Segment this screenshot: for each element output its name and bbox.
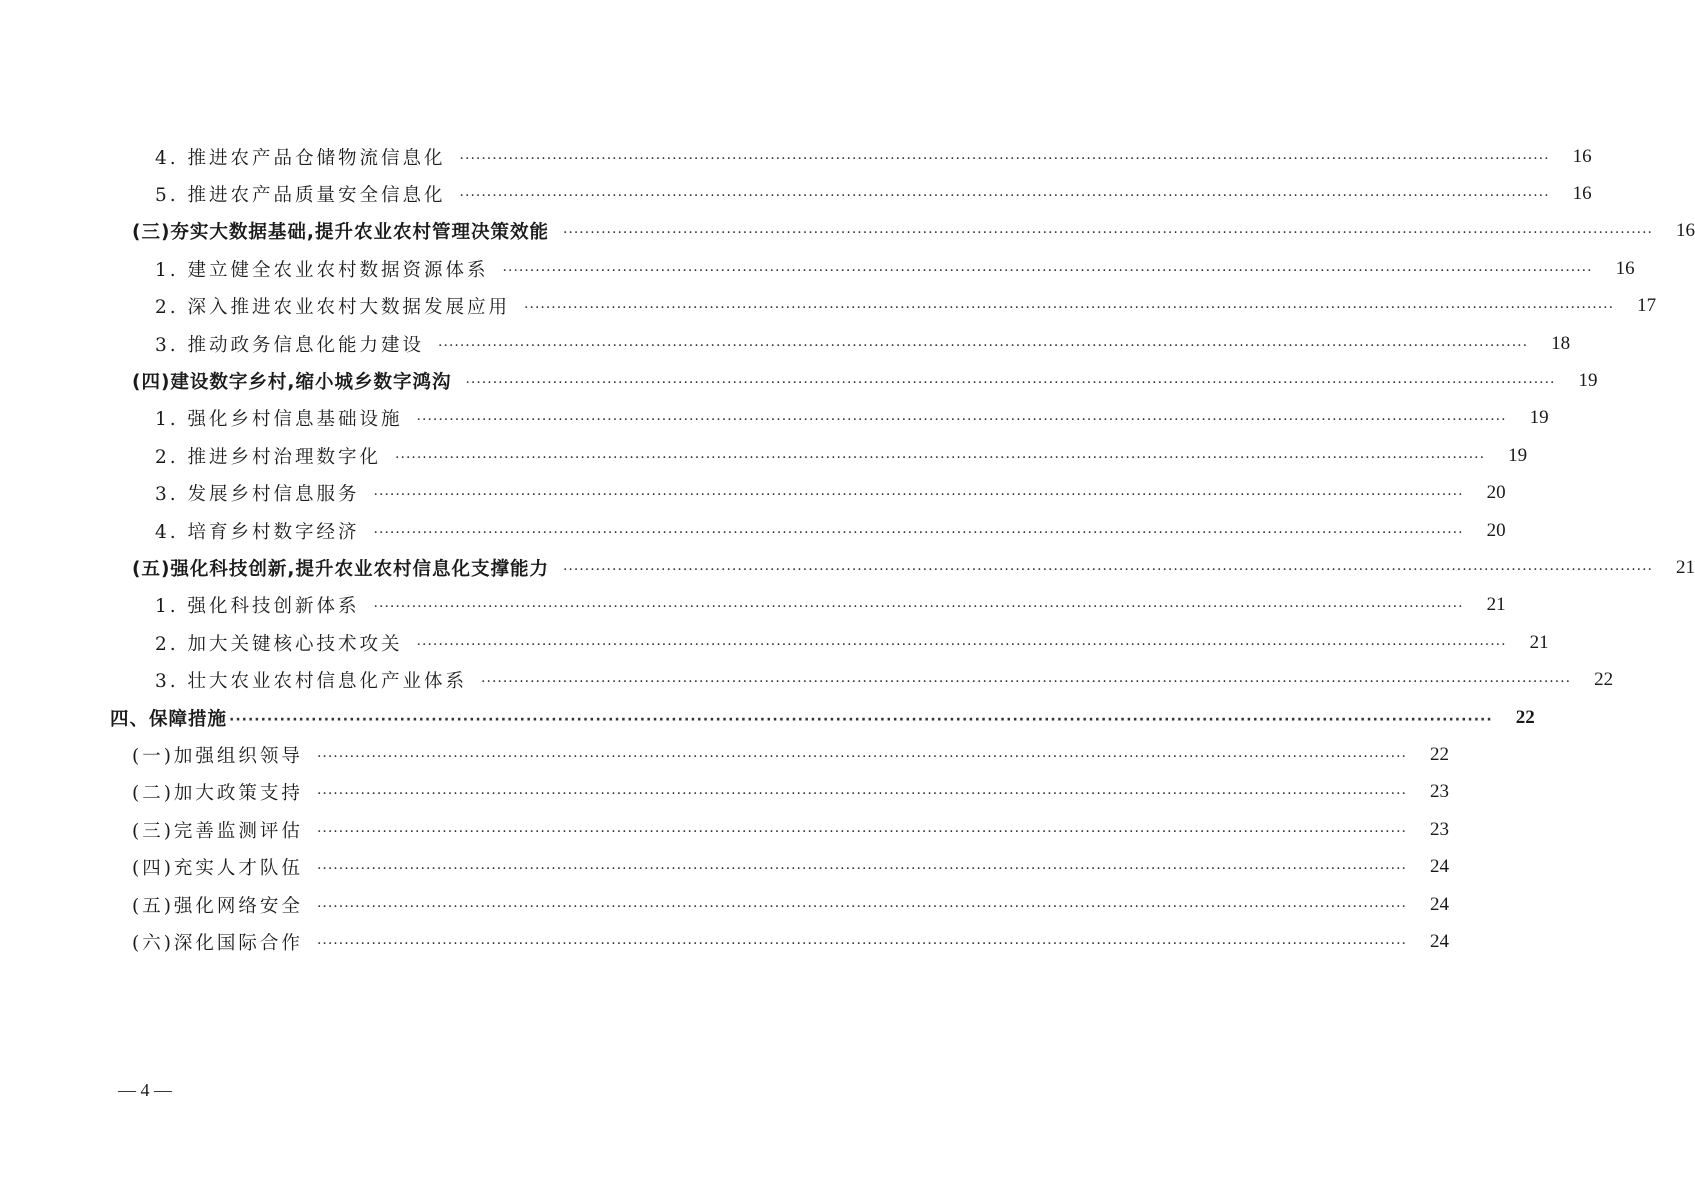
toc-entry-title: 1. 强化乡村信息基础设施 <box>155 409 403 431</box>
toc-entry[interactable] <box>0 362 1598 399</box>
table-of-contents <box>0 138 1695 961</box>
toc-entry[interactable] <box>0 400 1549 437</box>
dot-leader: ········································································································································································································ <box>395 449 1486 466</box>
toc-entry-page: 24 <box>1429 856 1449 878</box>
toc-entry[interactable] <box>0 587 1506 624</box>
toc-entry-title: (五)强化网络安全 <box>132 895 303 917</box>
toc-entry[interactable] <box>0 325 1571 362</box>
toc-entry[interactable] <box>0 213 1695 250</box>
toc-entry-page: 16 <box>1615 257 1635 279</box>
dot-leader: ········································································································································································································ <box>316 898 1407 915</box>
dot-leader: ········································································································································································································ <box>373 487 1464 504</box>
dot-leader: ········································································································································································································ <box>316 823 1407 840</box>
toc-entry-title: (一)加强组织领导 <box>132 745 303 767</box>
toc-entry[interactable] <box>0 175 1592 212</box>
toc-entry-title: (六)深化国际合作 <box>132 932 303 954</box>
toc-entry-page: 23 <box>1429 818 1449 840</box>
dot-leader: ········································································································································································································ <box>524 300 1615 317</box>
toc-entry-title: 3. 壮大农业农村信息化产业体系 <box>155 671 468 693</box>
dot-leader: ········································································································································································································ <box>562 225 1653 242</box>
toc-entry[interactable] <box>0 138 1592 175</box>
toc-entry-title: 2. 加大关键核心技术攻关 <box>155 633 403 655</box>
toc-entry-page: 22 <box>1515 706 1535 728</box>
toc-entry-title: 4. 培育乡村数字经济 <box>155 521 360 543</box>
toc-entry-title: (五)强化科技创新,提升农业农村信息化支撑能力 <box>132 558 549 580</box>
toc-entry-title: (三)夯实大数据基础,提升农业农村管理决策效能 <box>132 222 549 244</box>
toc-entry-page: 19 <box>1578 370 1598 392</box>
dot-leader: ········································································································································································································ <box>459 188 1550 205</box>
toc-entry-title: 4. 推进农产品仓储物流信息化 <box>155 147 446 169</box>
toc-entry-title: 四、保障措施 <box>110 708 228 730</box>
toc-entry-title: (二)加大政策支持 <box>132 783 303 805</box>
dot-leader: ········································································································································································································ <box>416 636 1507 653</box>
toc-entry[interactable] <box>0 811 1449 848</box>
toc-entry[interactable] <box>0 923 1449 960</box>
dot-leader: ········································································································································································································ <box>502 262 1593 279</box>
toc-entry-page: 21 <box>1529 631 1549 653</box>
toc-entry-title: 3. 发展乡村信息服务 <box>155 484 360 506</box>
dot-leader: ········································································································································································································ <box>481 674 1572 691</box>
toc-entry-title: 5. 推进农产品质量安全信息化 <box>155 185 446 207</box>
dot-leader: ········································································································································································································ <box>562 561 1653 578</box>
toc-entry-page: 23 <box>1429 781 1449 803</box>
toc-entry[interactable] <box>0 475 1506 512</box>
dot-leader: ········································································································································································································ <box>416 412 1507 429</box>
toc-entry-page: 21 <box>1486 594 1506 616</box>
toc-entry-page: 21 <box>1676 556 1695 578</box>
dot-leader: ········································································································································································································ <box>373 599 1464 616</box>
toc-entry-page: 22 <box>1594 669 1614 691</box>
toc-entry-page: 16 <box>1676 220 1695 242</box>
dot-leader: ········································································································································································································ <box>438 337 1529 354</box>
toc-entry-title: (四)充实人才队伍 <box>132 858 303 880</box>
toc-entry[interactable] <box>0 848 1449 885</box>
toc-entry-page: 16 <box>1572 145 1592 167</box>
toc-entry-title: 2. 深入推进农业农村大数据发展应用 <box>155 297 511 319</box>
toc-entry[interactable] <box>0 624 1549 661</box>
toc-entry[interactable] <box>0 549 1695 586</box>
dot-leader: ········································································································································································································ <box>316 786 1407 803</box>
dot-leader: ········································································································································································································ <box>465 375 1556 392</box>
toc-entry-page: 18 <box>1551 332 1571 354</box>
toc-entry-page: 24 <box>1429 893 1449 915</box>
dot-leader: ········································································································································································································ <box>316 748 1407 765</box>
toc-entry[interactable] <box>0 886 1449 923</box>
toc-entry-title: 3. 推动政务信息化能力建设 <box>155 334 425 356</box>
toc-entry-page: 22 <box>1429 743 1449 765</box>
toc-entry-page: 19 <box>1508 444 1528 466</box>
toc-entry-page: 19 <box>1529 407 1549 429</box>
toc-entry[interactable] <box>0 699 1535 736</box>
toc-entry-title: 2. 推进乡村治理数字化 <box>155 446 382 468</box>
toc-entry[interactable] <box>0 774 1449 811</box>
toc-entry-page: 20 <box>1486 519 1506 541</box>
toc-entry[interactable] <box>0 288 1657 325</box>
toc-entry[interactable] <box>0 437 1528 474</box>
toc-entry-page: 24 <box>1429 930 1449 952</box>
toc-entry-page: 17 <box>1637 295 1657 317</box>
dot-leader: ········································································································································································································ <box>459 150 1550 167</box>
dot-leader: ········································································································································································································ <box>373 524 1464 541</box>
toc-entry-page: 20 <box>1486 482 1506 504</box>
toc-entry-title: 1. 强化科技创新体系 <box>155 596 360 618</box>
toc-entry[interactable] <box>0 736 1449 773</box>
toc-entry[interactable] <box>0 512 1506 549</box>
toc-entry[interactable] <box>0 250 1635 287</box>
toc-entry[interactable] <box>0 661 1614 698</box>
dot-leader: ········································································································································································································ <box>229 711 1493 728</box>
dot-leader: ········································································································································································································ <box>316 935 1407 952</box>
toc-entry-page: 16 <box>1572 183 1592 205</box>
toc-entry-title: 1. 建立健全农业农村数据资源体系 <box>155 259 489 281</box>
page-number: — 4 — <box>118 1080 172 1100</box>
dot-leader: ········································································································································································································ <box>316 861 1407 878</box>
toc-entry-title: (三)完善监测评估 <box>132 820 303 842</box>
toc-entry-title: (四)建设数字乡村,缩小城乡数字鸿沟 <box>132 372 452 394</box>
